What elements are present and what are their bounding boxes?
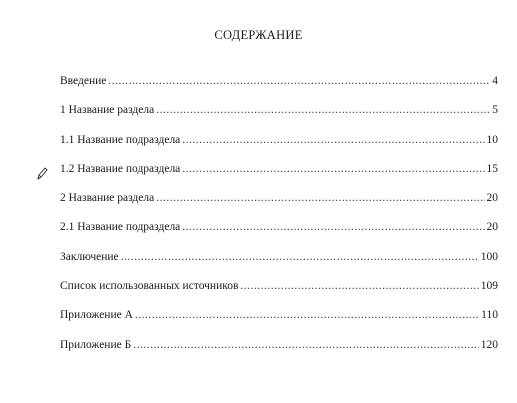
- toc-entry: [60, 192, 498, 221]
- toc-entry: [60, 134, 498, 163]
- toc-entry-label: 2.1 Название подраздела: [60, 221, 181, 234]
- toc-entry-page: 109: [480, 280, 498, 293]
- toc-leader-dots: [135, 309, 479, 321]
- toc-entry-page: 20: [486, 192, 498, 205]
- toc-entry-label: 1 Название раздела: [60, 104, 155, 117]
- toc-entry-label: Приложение Б: [60, 338, 132, 351]
- toc-leader-dots: [240, 280, 478, 292]
- toc-entry-label: Список использованных источников: [60, 280, 239, 293]
- toc-entry: [60, 280, 498, 309]
- toc-entry-label: 1.2 Название подраздела: [60, 162, 181, 175]
- toc-entry: [60, 309, 498, 338]
- toc-entry-label: 2 Название раздела: [60, 192, 155, 205]
- toc-entry: [60, 251, 498, 280]
- toc-leader-dots: [133, 339, 479, 351]
- toc-entry-page: 20: [486, 221, 498, 234]
- pencil-cursor-icon: [36, 166, 48, 180]
- toc-leader-dots: [156, 192, 484, 204]
- toc-entry-page: 5: [492, 104, 498, 117]
- toc-leader-dots: [108, 75, 490, 87]
- toc-entry: [60, 221, 498, 250]
- toc-entry: [60, 339, 498, 368]
- table-of-contents: [60, 75, 498, 368]
- toc-entry-page: 120: [480, 338, 498, 351]
- toc-entry: [60, 75, 498, 104]
- toc-entry: [60, 163, 498, 192]
- toc-title: СОДЕРЖАНИЕ: [214, 28, 303, 42]
- toc-entry-page: 15: [486, 162, 498, 175]
- toc-entry-label: Введение: [60, 75, 107, 87]
- toc-entry-label: Приложение А: [60, 309, 133, 322]
- toc-entry: [60, 104, 498, 133]
- toc-entry-label: Заключение: [60, 250, 119, 263]
- toc-leader-dots: [182, 134, 484, 146]
- toc-entry-page: 10: [486, 133, 498, 146]
- toc-leader-dots: [121, 251, 479, 263]
- toc-entry-page: 110: [481, 309, 498, 322]
- toc-entry-page: 100: [480, 250, 498, 263]
- toc-leader-dots: [182, 163, 484, 175]
- toc-entry-label: 1.1 Название подраздела: [60, 133, 181, 146]
- toc-leader-dots: [156, 104, 490, 116]
- toc-leader-dots: [182, 221, 484, 233]
- toc-entry-page: 4: [492, 75, 498, 87]
